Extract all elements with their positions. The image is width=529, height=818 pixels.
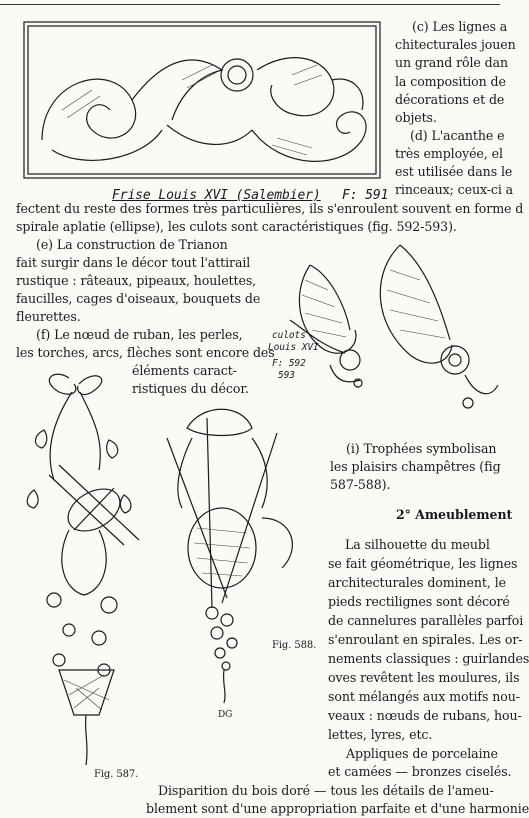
section-line: oves revêtent les moulures, ils xyxy=(328,670,520,685)
body-line: fectent du reste des formes très particulières, ils s'enroulent souvent en forme d xyxy=(16,201,524,216)
section-line: de cannelures parallèles parfoi xyxy=(328,613,524,628)
section-line: pieds rectilignes sont décoré xyxy=(328,594,510,609)
right-column-line: objets. xyxy=(395,110,437,125)
section-line: La silhouette du meubl xyxy=(345,537,490,552)
right-column-line: la composition de xyxy=(395,74,506,89)
left-column-line: faucilles, cages d'oiseaux, bouquets de xyxy=(16,291,261,306)
section-line: Appliques de porcelaine xyxy=(346,746,498,761)
culots-label-line: Louis XVI xyxy=(268,342,319,353)
left-column-line: (f) Le nœud de ruban, les perles, xyxy=(36,327,243,342)
right-lower-line: (i) Trophées symbolisan xyxy=(346,441,497,456)
right-column-line: est utilisée dans le xyxy=(395,164,513,179)
left-column-line: éléments caract- xyxy=(132,363,237,378)
fig-587-caption: Fig. 587. xyxy=(94,769,139,780)
bottom-line: blement sont d'une appropriation parfaite et d'une harmonie xyxy=(146,801,529,816)
section-line: nements classiques : guirlandes xyxy=(328,651,529,666)
section-line: s'enroulant en spirales. Les or- xyxy=(328,632,523,647)
left-column-line: les torches, arcs, flèches sont encore des xyxy=(16,345,275,360)
left-column-line: rustique : râteaux, pipeaux, houlettes, xyxy=(16,273,257,288)
trophy-587-illustration xyxy=(14,370,154,770)
section-line: sont mélangés aux motifs nou- xyxy=(328,689,520,704)
section-line: architecturales dominent, le xyxy=(328,575,506,590)
section-heading: 2° Ameublement xyxy=(396,507,513,522)
bottom-line: Disparition du bois doré — tous les détails de l'ameu- xyxy=(158,783,494,798)
artist-signature: DG xyxy=(218,710,233,720)
right-column-line: très employée, el xyxy=(395,146,503,161)
frieze-illustration xyxy=(22,20,382,180)
section-line: lettes, lyres, etc. xyxy=(328,727,433,742)
right-lower-line: 587-588). xyxy=(330,477,391,492)
section-line: se fait géométrique, les lignes xyxy=(328,556,518,571)
left-column-line: (e) La construction de Trianon xyxy=(36,237,228,252)
section-line: et camées — bronzes ciselés. xyxy=(328,764,512,779)
body-line: spirale aplatie (ellipse), les culots sont caractéristiques (fig. 592-593). xyxy=(16,219,457,234)
right-column-line: rinceaux; ceux-ci a xyxy=(395,182,514,197)
right-column-line: décorations et de xyxy=(395,92,505,107)
left-column-line: fleurettes. xyxy=(16,309,81,324)
culots-label-line: culots xyxy=(272,330,306,341)
frieze-caption-number: F: 591 xyxy=(342,188,389,203)
right-lower-line: les plaisirs champêtres (fig xyxy=(330,459,501,474)
right-column-line: (c) Les lignes a xyxy=(412,19,508,34)
fig-588-caption: Fig. 588. xyxy=(272,640,317,651)
frieze-caption-title: Frise Louis XVI (Salembier) xyxy=(112,188,321,203)
right-column-line: un grand rôle dan xyxy=(395,55,509,70)
left-column-line: ristiques du décor. xyxy=(132,381,249,396)
section-line: veaux : nœuds de rubans, hou- xyxy=(328,708,522,723)
culots-label-line: F: 592 xyxy=(272,358,306,369)
right-column-line: chitecturales jouen xyxy=(395,37,516,52)
left-column-line: fait surgir dans le décor tout l'attirail xyxy=(16,255,251,270)
culots-label-line: 593 xyxy=(278,370,295,381)
top-rule xyxy=(0,4,500,5)
trophy-588-illustration xyxy=(152,398,302,708)
right-column-line: (d) L'acanthe e xyxy=(410,128,505,143)
